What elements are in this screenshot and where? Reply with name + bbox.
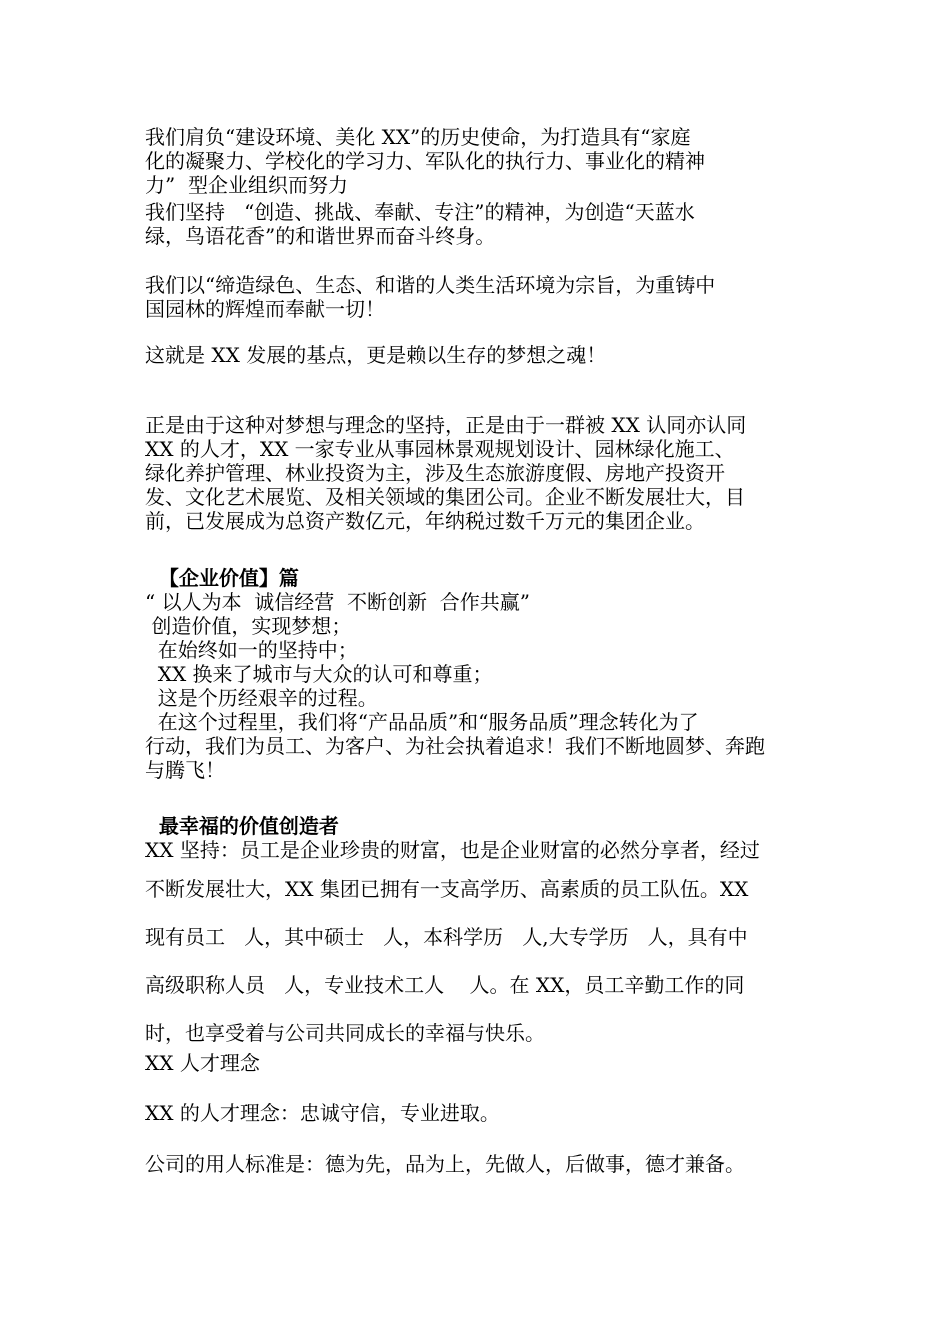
spirit-line: 我们坚持 “创造、挑战、奉献、专注”的精神，为创造“天蓝水 [145,200,695,224]
purpose-line: 国园林的辉煌而奉献一切！ [145,297,385,321]
value-line: 与腾飞！ [145,758,225,782]
talent-philosophy: XX 的人才理念：忠诚守信，专业进取。 [145,1101,500,1125]
purpose-line: 我们以“缔造绿色、生态、和谐的人类生活环境为宗旨，为重铸中 [145,273,716,297]
happiness-line: 现有员工 人，其中硕士 人，本科学历 人,大专学历 人，具有中 [145,925,748,949]
value-line: 创造价值，实现梦想； [145,614,352,638]
company-line: 绿化养护管理、林业投资为主，涉及生态旅游度假、房地产投资开 [145,461,725,485]
happiness-line: 高级职称人员 人，专业技术工人 人。在 XX，员工辛勤工作的同 [145,973,745,997]
value-section [145,566,810,782]
talent-philosophy-block [145,1101,810,1125]
happiness-line: 不断发展壮大，XX 集团已拥有一支高学历、高素质的员工队伍。XX [145,877,749,901]
talent-title-block [145,1051,810,1075]
happiness-heading: 最幸福的价值创造者 [145,814,339,838]
spirit-paragraph [145,200,810,248]
value-line: 在这个过程里，我们将“产品品质”和“服务品质”理念转化为了 [145,710,699,734]
value-line: XX 换来了城市与大众的认可和尊重； [145,662,493,686]
spirit-line: 绿，鸟语花香”的和谐世界而奋斗终身。 [145,224,496,248]
value-heading: 【企业价值】篇 [145,566,299,590]
company-line: 正是由于这种对梦想与理念的坚持，正是由于一群被 XX 认同亦认同 [145,413,747,437]
talent-standard: 公司的用人标准是：德为先，品为上，先做人，后做事，德才兼备。 [145,1152,745,1176]
value-line: 这是个历经艰辛的过程。 [145,686,378,710]
happiness-paragraph [145,865,810,1057]
value-line: 在始终如一的坚持中； [145,638,358,662]
happiness-heading-block [145,814,810,862]
happiness-line: XX 坚持：员工是企业珍贵的财富，也是企业财富的必然分享者，经过 [145,838,760,862]
value-line: 行动，我们为员工、为客户、为社会执着追求！我们不断地圆梦、奔跑 [145,734,765,758]
foundation-line: 这就是 XX 发展的基点，更是赖以生存的梦想之魂！ [145,343,607,367]
company-line: 发、文化艺术展览、及相关领域的集团公司。企业不断发展壮大，目 [145,485,745,509]
purpose-paragraph [145,273,810,321]
company-paragraph [145,413,810,533]
company-line: XX 的人才，XX 一家专业从事园林景观规划设计、园林绿化施工、 [145,437,735,461]
foundation-paragraph [145,343,810,367]
mission-line: 力” 型企业组织而努力 [145,173,348,197]
mission-line: 我们肩负“建设环境、美化 XX”的历史使命，为打造具有“家庭 [145,125,691,149]
talent-standard-block [145,1152,810,1176]
talent-title: XX 人才理念 [145,1051,260,1075]
happiness-line: 时，也享受着与公司共同成长的幸福与快乐。 [145,1021,545,1045]
mission-line: 化的凝聚力、学校化的学习力、军队化的执行力、事业化的精神 [145,149,705,173]
value-line: “ 以人为本 诚信经营 不断创新 合作共赢” [145,590,530,614]
company-line: 前，已发展成为总资产数亿元，年纳税过数千万元的集团企业。 [145,509,705,533]
mission-paragraph [145,125,810,197]
